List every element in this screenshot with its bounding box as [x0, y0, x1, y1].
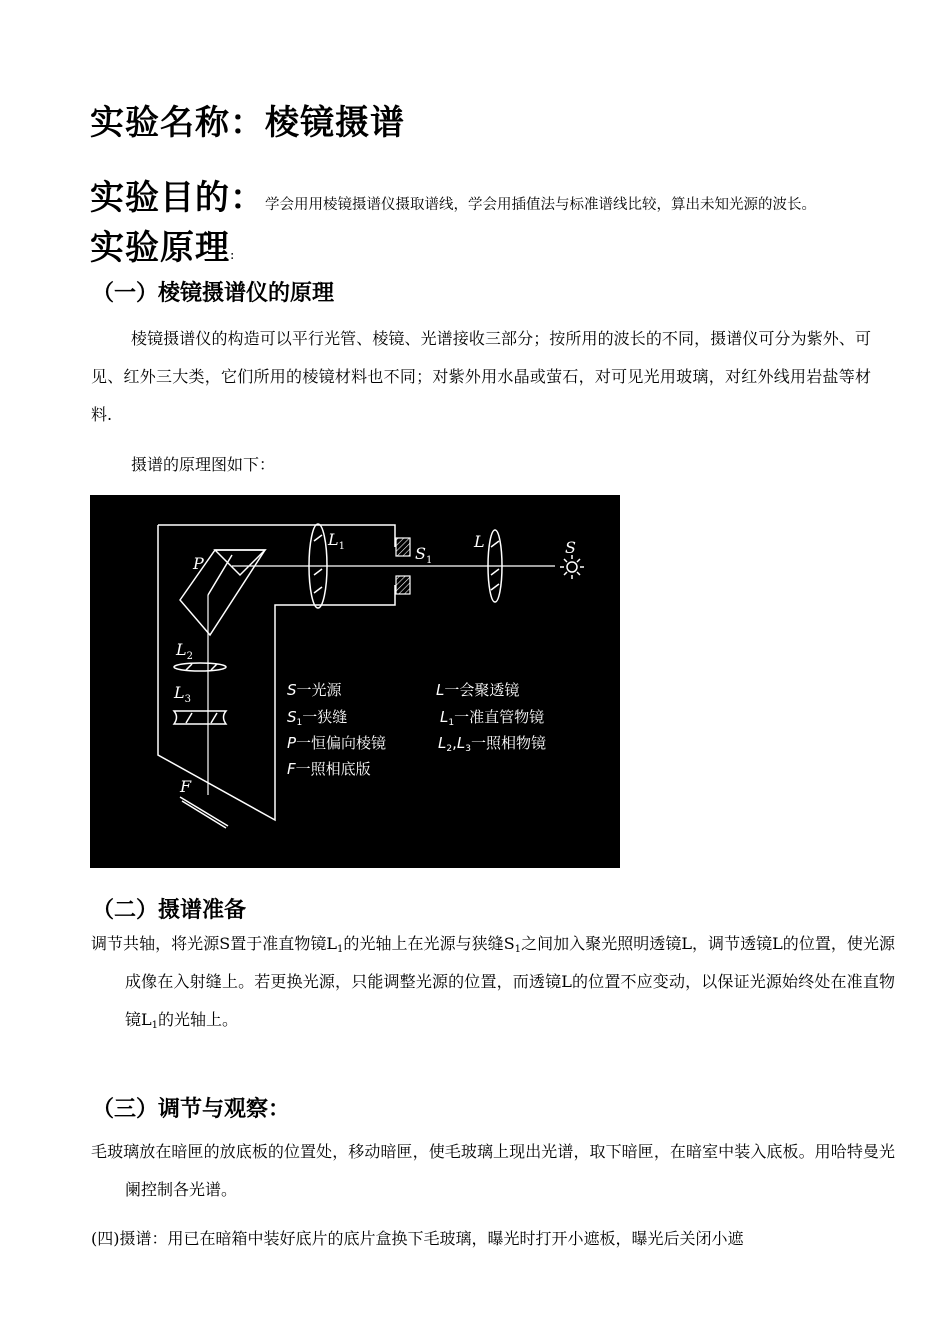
camera-lens-l3-icon: [174, 711, 226, 724]
section2-paragraph: [91, 925, 895, 1039]
label-s1: $S_1$: [415, 544, 433, 566]
spectrograph-diagram-svg: [90, 495, 620, 868]
section3-paragraph: 毛玻璃放在暗匣的放底板的位置处，移动暗匣，使毛玻璃上现出光谱，取下暗匣，在暗室中装入底板。用哈特曼光阑控制各光谱。: [91, 1142, 895, 1199]
principle-line: [90, 220, 235, 269]
section2-sub-2: 1: [514, 944, 522, 955]
aim-text: 学会用用棱镜摄谱仪摄取谱线，学会用插值法与标准谱线比较，算出未知光源的波长。: [265, 197, 816, 213]
section1-heading: （一）棱镜摄谱仪的原理: [92, 281, 335, 306]
section2-text-d: 的光轴上。: [158, 1010, 239, 1029]
section2-sub-3: 1: [151, 1020, 159, 1031]
legend-source: S一光源: [287, 681, 342, 699]
label-f: F: [180, 777, 192, 796]
spectrograph-diagram: [90, 495, 620, 868]
legend-condenser: L一会聚透镜: [436, 681, 520, 699]
legend-slit: $S_1$一狭缝: [287, 708, 348, 728]
legend-plate: F一照相底版: [287, 760, 371, 778]
section1-paragraph: 棱镜摄谱仪的构造可以平行光管、棱镜、光谱接收三部分；按所用的波长的不同，摄谱仪可分为紫外、可见、红外三大类，它们所用的棱镜材料也不同；对紫外用水晶或萤石，对可见光用玻璃，对红外线用岩盐等材料.: [91, 329, 871, 424]
aim-line: [90, 170, 816, 219]
legend-prism: P一恒偏向棱镜: [287, 734, 387, 752]
label-l1: $L_1$: [328, 530, 345, 552]
section2-text-b: 的光轴上在光源与狭缝S: [343, 934, 515, 953]
legend-collimator: $L_1$一准直管物镜: [440, 708, 545, 728]
legend-camera-lenses: $L_2,L_3$一照相物镜: [438, 734, 546, 754]
aim-heading: 实验目的：: [90, 178, 265, 218]
light-source-icon: [560, 555, 584, 579]
label-l: L: [474, 532, 485, 551]
diagram-caption: 摄谱的原理图如下：: [131, 455, 276, 474]
principle-heading: 实验原理: [90, 228, 230, 268]
label-p: P: [193, 554, 204, 573]
section2-text-c: 之间加入聚光照明透镜L，调节透镜L的位置，使光源成像在入射缝上。若更换光源，只能调整光源的位置，而透镜L的位置不应变动，以保证光源始终处在准直物镜L: [125, 934, 895, 1029]
label-s: S: [565, 538, 576, 557]
photo-plate-icon: [180, 797, 228, 828]
section2-text-a: 调节共轴，将光源S置于准直物镜L: [91, 934, 338, 953]
label-l2: $L_2$: [176, 640, 193, 662]
section2-heading: （二）摄谱准备: [92, 898, 247, 923]
camera-lens-l2-icon: [174, 663, 226, 671]
principle-colon: :: [230, 248, 236, 263]
label-l3: $L_3$: [174, 683, 191, 705]
section2-sub-1: 1: [337, 944, 344, 955]
experiment-title: 实验名称：棱镜摄谱: [90, 103, 405, 143]
section4-line: (四)摄谱：用已在暗箱中装好底片的底片盒换下毛玻璃，曝光时打开小遮板，曝光后关闭小遮: [91, 1229, 744, 1248]
section3-heading: （三）调节与观察：: [92, 1097, 291, 1122]
